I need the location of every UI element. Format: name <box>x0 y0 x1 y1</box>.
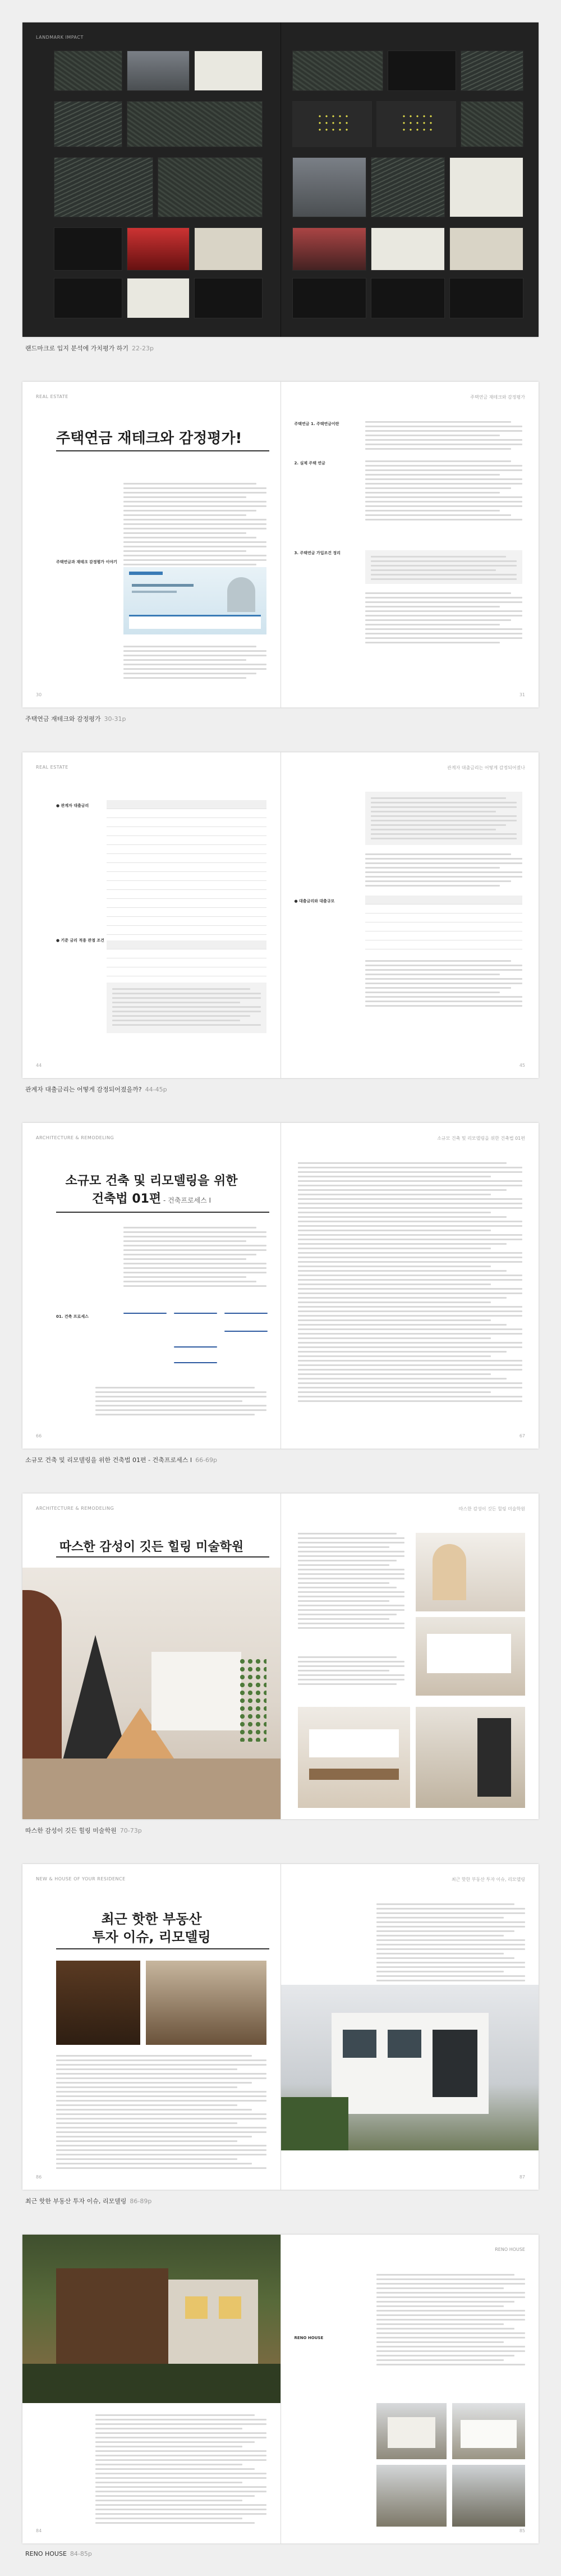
caption-pages: 70-73p <box>119 1827 142 1834</box>
photo-tile <box>194 227 263 271</box>
photo-tile <box>292 157 366 217</box>
side-label: 주택연금과 재테크 감정평가 이야기 <box>56 560 117 564</box>
website-screenshot <box>123 567 266 634</box>
caption-pages: 22-23p <box>132 345 154 352</box>
photo-tile <box>127 51 190 91</box>
interior-photo <box>416 1707 525 1808</box>
body-text <box>365 853 522 889</box>
side-label: 2. 실제 주택 연금 <box>294 461 325 465</box>
spread-caption <box>22 1819 539 1844</box>
body-text <box>123 646 266 682</box>
caption-pages: 44-45p <box>145 1086 167 1093</box>
black-tile <box>54 227 122 271</box>
body-text <box>298 1533 404 1632</box>
body-text <box>365 460 522 523</box>
black-tile <box>371 278 445 318</box>
page-number: 84 <box>36 2528 42 2533</box>
process-step <box>224 1331 268 1332</box>
map-tile <box>461 51 523 91</box>
spread-section-2 <box>22 382 539 732</box>
interior-photo <box>416 1617 525 1696</box>
page-number: 86 <box>36 2175 42 2180</box>
heat-map-tile <box>376 101 456 147</box>
building-photo <box>376 2403 447 2459</box>
page-header: ARCHITECTURE & REMODELING <box>36 1506 114 1511</box>
spread-caption <box>22 1449 539 1473</box>
process-step <box>174 1346 217 1348</box>
caption-title: 관계자 대출금리는 어떻게 감정되어졌을까? <box>25 1086 142 1093</box>
body-text <box>56 2055 266 2172</box>
map-tile <box>54 101 122 147</box>
side-label: 01. 건축 프로세스 <box>56 1314 89 1319</box>
aerial-map-tile <box>54 157 153 217</box>
map-tile <box>461 101 523 147</box>
title-rule <box>56 1556 269 1558</box>
spread-caption <box>22 1078 539 1103</box>
spread-caption <box>22 2190 539 2214</box>
body-text <box>365 421 522 453</box>
info-box <box>365 550 522 584</box>
process-step <box>224 1313 268 1314</box>
side-label: ● 대출금리와 대출규모 <box>294 899 335 903</box>
page-number: 45 <box>519 1063 525 1068</box>
page-number: 30 <box>36 692 42 697</box>
building-photo <box>22 2235 280 2403</box>
article-title: 소규모 건축 및 리모델링을 위한 <box>65 1174 238 1188</box>
page-header: 따스한 감성이 깃든 힐링 미술학원 <box>458 1506 525 1511</box>
page-header: REAL ESTATE <box>36 765 68 770</box>
side-label: ● 관계자 대출금리 <box>56 803 89 808</box>
caption-title: RENO HOUSE <box>25 2550 67 2557</box>
aerial-map-tile <box>158 157 263 217</box>
page-header: 주택연금 재테크와 감정평가 <box>470 395 525 400</box>
page-header: 소규모 건축 및 리모델링을 위한 건축법 01편 <box>437 1136 525 1141</box>
diagram-tile <box>194 51 263 91</box>
page-header: NEW & HOUSE OF YOUR RESIDENCE <box>36 1876 126 1881</box>
side-label: ● 기준 금리 적용 관점 조건 <box>56 938 104 943</box>
body-text <box>95 2414 266 2527</box>
grid-tile <box>371 227 445 271</box>
article-title: 최근 핫한 부동산 <box>101 1911 202 1927</box>
heat-map-tile <box>292 101 372 147</box>
map-tile <box>292 51 383 91</box>
building-photo <box>281 1985 539 2150</box>
body-text <box>365 592 522 646</box>
spread-section-1 <box>22 22 539 362</box>
article-title: 따스한 감성이 깃든 힐링 미술학원 <box>59 1540 244 1554</box>
spread-section-5 <box>22 1493 539 1844</box>
page-header: ARCHITECTURE & REMODELING <box>36 1135 114 1140</box>
grid-tile <box>127 278 190 318</box>
spread-caption <box>22 707 539 732</box>
caption-pages: 66-69p <box>195 1456 218 1464</box>
black-tile <box>54 278 122 318</box>
building-photo <box>452 2403 525 2459</box>
side-label: 3. 주택연금 가입조건 정리 <box>294 551 341 555</box>
data-table <box>107 940 266 976</box>
map-tile <box>54 51 122 91</box>
process-step <box>174 1313 217 1314</box>
body-text <box>298 1162 522 1405</box>
photo-tile <box>292 227 366 271</box>
caption-title: 최근 핫한 부동산 투자 이슈, 리모델링 <box>25 2198 127 2205</box>
caption-pages: 30-31p <box>104 715 126 723</box>
interior-photo <box>56 1961 140 2045</box>
black-tile <box>449 278 523 318</box>
black-tile <box>292 278 366 318</box>
page-number: 85 <box>519 2528 525 2533</box>
title-rule <box>56 1948 269 1949</box>
side-label: RENO HOUSE <box>294 2336 324 2340</box>
title-rule <box>56 450 269 451</box>
magazine-spread[interactable] <box>22 752 539 1078</box>
page-number: 44 <box>36 1063 42 1068</box>
magazine-spread[interactable] <box>22 1123 539 1449</box>
page-number: 67 <box>519 1433 525 1438</box>
page-header: 관계자 대출금리는 어떻게 감정되어졌나 <box>447 765 525 770</box>
body-text <box>123 483 266 573</box>
body-text <box>365 960 522 1010</box>
title-rule <box>56 1212 269 1213</box>
interior-photo <box>146 1961 266 2045</box>
article-title: 주택연금 재테크와 감정평가! <box>56 430 242 447</box>
building-photo <box>376 2465 447 2527</box>
black-tile <box>388 51 456 91</box>
magazine-spread[interactable] <box>22 382 539 707</box>
aerial-map-tile <box>127 101 263 147</box>
caption-pages: 86-89p <box>130 2198 152 2205</box>
magazine-spread[interactable] <box>22 1864 539 2190</box>
body-text <box>123 1227 266 1290</box>
spread-section-7 <box>22 2235 539 2568</box>
caption-pages: 84-85p <box>70 2550 92 2557</box>
building-photo <box>452 2465 525 2527</box>
article-title-line2: 투자 이슈, 리모델링 <box>92 1929 211 1945</box>
process-step <box>174 1362 217 1363</box>
body-text <box>376 1903 525 1984</box>
spread-caption <box>22 2543 539 2568</box>
photo-tile <box>449 227 523 271</box>
title-main: 건축법 01편 <box>91 1192 162 1206</box>
info-box <box>107 983 266 1033</box>
page-number: 66 <box>36 1433 42 1438</box>
interior-photo <box>298 1707 410 1808</box>
body-text <box>95 1387 266 1418</box>
map-tile <box>371 157 445 217</box>
magazine-spread[interactable] <box>22 22 539 337</box>
page-header: 최근 핫한 부동산 투자 이슈, 리모델링 <box>451 1877 525 1882</box>
spread-section-6 <box>22 1864 539 2214</box>
data-table <box>365 896 522 949</box>
interior-photo <box>416 1533 525 1611</box>
black-tile <box>194 278 263 318</box>
caption-title: 랜드마크로 입지 분석에 가치평가 하기 <box>25 345 129 352</box>
magazine-spread[interactable] <box>22 1493 539 1819</box>
caption-title: 따스한 감성이 깃든 힐링 미술학원 <box>25 1827 117 1834</box>
title-sub: - 건축프로세스 Ⅰ <box>161 1196 211 1204</box>
side-label: 주택연금 1. 주택연금이란 <box>294 422 339 426</box>
process-step <box>123 1313 167 1314</box>
data-table <box>107 800 266 944</box>
spread-section-3 <box>22 752 539 1103</box>
info-box <box>365 792 522 845</box>
magazine-spread[interactable] <box>22 2235 539 2543</box>
page-number: 87 <box>519 2175 525 2180</box>
interior-photo <box>22 1568 280 1819</box>
caption-title: 주택연금 재테크와 감정평가 <box>25 715 101 723</box>
spread-section-4 <box>22 1123 539 1473</box>
page-header: LANDMARK IMPACT <box>36 35 84 40</box>
body-text <box>376 2274 525 2368</box>
page-number: 31 <box>519 692 525 697</box>
article-title-line2 <box>22 1189 280 1207</box>
spread-caption <box>22 337 539 362</box>
body-text <box>298 1656 404 1688</box>
photo-tile <box>127 227 190 271</box>
page-header: REAL ESTATE <box>36 394 68 399</box>
diagram-tile <box>449 157 523 217</box>
caption-title: 소규모 건축 및 리모델링을 위한 건축법 01편 - 건축프로세스 Ⅰ <box>25 1456 192 1464</box>
page-header: RENO HOUSE <box>495 2247 525 2252</box>
